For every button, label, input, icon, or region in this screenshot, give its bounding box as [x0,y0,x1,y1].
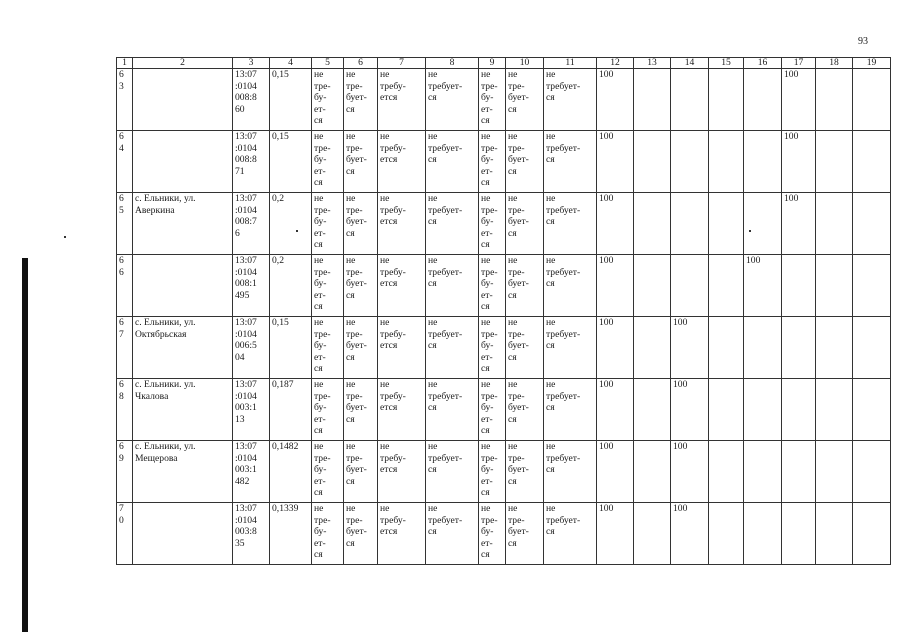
table-cell-col7 [378,317,426,379]
table-cell-col6 [344,441,378,503]
table-cell-col9 [479,69,506,131]
column-header: 4 [270,58,312,69]
table-cell-col3 [233,503,270,565]
table-cell-col5 [312,441,344,503]
table-cell-col6 [344,503,378,565]
cell-text: не тре- бу- ет- ся [314,379,331,437]
cell-text: не тре- бует- ся [346,379,367,425]
table-cell-col6 [344,255,378,317]
table-cell-col19 [853,441,891,503]
table-cell-col2 [133,379,233,441]
column-header: 9 [479,58,506,69]
cell-text: не тре- бу- ет- ся [314,69,331,127]
cell-text: не тре- бует- ся [508,255,529,301]
table-cell-col6 [344,317,378,379]
cell-text: не требует- ся [428,255,463,290]
cell-text: не требу- ется [380,379,406,414]
cell-text: не тре- бует- ся [508,193,529,239]
cell-text: не тре- бует- ся [346,317,367,363]
table-row [117,317,891,379]
table-cell-col19 [853,255,891,317]
table-cell-col17 [782,379,816,441]
table-cell-col12 [597,69,634,131]
table-cell-col7 [378,69,426,131]
cell-text: не требует- ся [428,193,463,228]
cell-text: 100 [599,441,614,452]
table-cell-col12 [597,131,634,193]
column-header: 3 [233,58,270,69]
table-row [117,503,891,565]
cell-text: не тре- бует- ся [508,379,529,425]
table-cell-col1 [117,131,133,193]
table-cell-col14 [671,503,709,565]
table-cell-col15 [709,131,744,193]
table-row [117,379,891,441]
table-cell-col6 [344,379,378,441]
table-cell-col18 [816,69,853,131]
cell-text: 6 8 [119,379,124,402]
table-cell-col14 [671,69,709,131]
table-cell-col10 [506,193,544,255]
table-cell-col16 [744,441,782,503]
cell-text: 100 [599,193,614,204]
cell-text: не тре- бу- ет- ся [481,255,498,313]
cell-text: 13:07 :0104 003:8 35 [235,503,257,549]
table-cell-col7 [378,193,426,255]
cell-text: не тре- бу- ет- ся [314,503,331,561]
cell-text: 13:07 :0104 003:1 13 [235,379,257,425]
cell-text: 100 [673,317,688,328]
table-cell-col3 [233,69,270,131]
table-cell-col17 [782,441,816,503]
table-cell-col10 [506,503,544,565]
cell-text: 0,2 [272,255,284,266]
cell-text: 100 [673,441,688,452]
table-cell-col4 [270,131,312,193]
table-cell-col2 [133,193,233,255]
cell-text: с. Ельники, ул. Октябрьская [135,317,196,340]
cell-text: не тре- бу- ет- ся [481,69,498,127]
cell-text: 100 [599,255,614,266]
table-cell-col14 [671,317,709,379]
table-cell-col15 [709,69,744,131]
cell-text: с. Ельники. ул. Чкалова [135,379,196,402]
table-cell-col13 [634,193,671,255]
table-cell-col1 [117,503,133,565]
cell-text: 100 [784,131,799,142]
cell-text: 100 [599,317,614,328]
table-cell-col13 [634,441,671,503]
table-cell-col11 [544,441,597,503]
table-cell-col4 [270,503,312,565]
table-cell-col5 [312,193,344,255]
table-cell-col3 [233,317,270,379]
table-cell-col17 [782,503,816,565]
table-cell-col14 [671,379,709,441]
cell-text: не тре- бует- ся [508,441,529,487]
table-cell-col1 [117,441,133,503]
table-cell-col19 [853,69,891,131]
column-header: 19 [853,58,891,69]
cell-text: не тре- бует- ся [346,255,367,301]
table-cell-col3 [233,441,270,503]
table-cell-col17 [782,131,816,193]
cell-text: 100 [599,503,614,514]
column-header: 15 [709,58,744,69]
cell-text: не тре- бует- ся [346,131,367,177]
cell-text: 100 [673,503,688,514]
column-header: 2 [133,58,233,69]
column-header: 16 [744,58,782,69]
cell-text: не требу- ется [380,503,406,538]
table-cell-col7 [378,131,426,193]
table-cell-col2 [133,503,233,565]
table-cell-col4 [270,379,312,441]
cell-text: не тре- бу- ет- ся [314,317,331,375]
table-cell-col8 [426,503,479,565]
column-header: 8 [426,58,479,69]
column-header: 18 [816,58,853,69]
cell-text: не тре- бует- ся [508,69,529,115]
table-cell-col8 [426,131,479,193]
cell-text: 6 7 [119,317,124,340]
table-cell-col13 [634,379,671,441]
table-cell-col19 [853,317,891,379]
table-cell-col4 [270,255,312,317]
cell-text: не требует- ся [546,379,581,414]
table-cell-col10 [506,131,544,193]
table-cell-col8 [426,255,479,317]
table-row [117,193,891,255]
table-cell-col16 [744,255,782,317]
table-cell-col7 [378,503,426,565]
table-cell-col5 [312,503,344,565]
table-cell-col7 [378,379,426,441]
table-cell-col19 [853,193,891,255]
table-cell-col16 [744,317,782,379]
table-cell-col10 [506,379,544,441]
table-cell-col18 [816,441,853,503]
table-cell-col11 [544,193,597,255]
cell-text: не требует- ся [546,441,581,476]
cell-text: не тре- бу- ет- ся [481,379,498,437]
table-cell-col4 [270,441,312,503]
column-header: 10 [506,58,544,69]
cell-text: 100 [599,379,614,390]
cell-text: не тре- бу- ет- ся [314,441,331,499]
cell-text: не требу- ется [380,317,406,352]
cell-text: не требу- ется [380,193,406,228]
cell-text: 13:07 :0104 008:1 495 [235,255,257,301]
cell-text: 0,1339 [272,503,299,514]
cell-text: не требу- ется [380,131,406,166]
table-cell-col15 [709,503,744,565]
cell-text: 6 9 [119,441,124,464]
table-cell-col1 [117,193,133,255]
table-cell-col15 [709,441,744,503]
table-cell-col4 [270,69,312,131]
cell-text: не тре- бует- ся [508,317,529,363]
cell-text: 100 [784,69,799,80]
cell-text: 13:07 :0104 008:8 60 [235,69,257,115]
table-cell-col4 [270,317,312,379]
cell-text: 13:07 :0104 008:7 6 [235,193,257,239]
column-header: 11 [544,58,597,69]
column-header: 17 [782,58,816,69]
cell-text: 0,15 [272,317,289,328]
cell-text: не требует- ся [428,69,463,104]
header-row [117,58,891,69]
cell-text: не требует- ся [546,255,581,290]
table-cell-col14 [671,193,709,255]
cell-text: 100 [784,193,799,204]
table-cell-col2 [133,131,233,193]
table-cell-col13 [634,255,671,317]
table-cell-col11 [544,503,597,565]
cell-text: с. Ельники, ул. Аверкина [135,193,196,216]
cell-text: не требует- ся [546,131,581,166]
table-row [117,441,891,503]
table-cell-col9 [479,441,506,503]
table-cell-col11 [544,255,597,317]
table-cell-col6 [344,69,378,131]
column-header: 5 [312,58,344,69]
table-cell-col12 [597,503,634,565]
table-cell-col13 [634,503,671,565]
cell-text: не требует- ся [546,503,581,538]
table-cell-col16 [744,69,782,131]
cell-text: не тре- бует- ся [346,193,367,239]
scan-edge-mark [22,258,28,632]
table-cell-col1 [117,317,133,379]
cell-text: 100 [746,255,761,266]
table-cell-col2 [133,255,233,317]
table-cell-col3 [233,255,270,317]
table-cell-col11 [544,317,597,379]
cell-text: 13:07 :0104 008:8 71 [235,131,257,177]
table-cell-col9 [479,503,506,565]
table-cell-col2 [133,317,233,379]
table-cell-col8 [426,69,479,131]
cell-text: 0,1482 [272,441,299,452]
table-cell-col9 [479,255,506,317]
table-cell-col9 [479,193,506,255]
cell-text: не требует- ся [428,131,463,166]
cell-text: 13:07 :0104 006:5 04 [235,317,257,363]
scan-speck [64,236,66,238]
cell-text: не тре- бу- ет- ся [481,317,498,375]
cell-text: 100 [599,69,614,80]
table-cell-col18 [816,503,853,565]
table-cell-col14 [671,131,709,193]
table-cell-col15 [709,379,744,441]
table-cell-col15 [709,255,744,317]
table-cell-col2 [133,69,233,131]
table-cell-col13 [634,317,671,379]
table-cell-col10 [506,255,544,317]
column-header: 13 [634,58,671,69]
table-cell-col11 [544,131,597,193]
table-cell-col10 [506,441,544,503]
data-table [116,57,891,565]
column-header: 7 [378,58,426,69]
table-cell-col17 [782,193,816,255]
table-cell-col8 [426,441,479,503]
cell-text: не тре- бу- ет- ся [481,131,498,189]
cell-text: не требу- ется [380,441,406,476]
table-cell-col1 [117,255,133,317]
cell-text: 0,2 [272,193,284,204]
cell-text: не тре- бу- ет- ся [314,131,331,189]
cell-text: не тре- бу- ет- ся [481,503,498,561]
table-cell-col9 [479,131,506,193]
table-cell-col12 [597,317,634,379]
cell-text: 13:07 :0104 003:1 482 [235,441,257,487]
cell-text: 6 5 [119,193,124,216]
table-cell-col5 [312,69,344,131]
table-cell-col3 [233,131,270,193]
cell-text: не требует- ся [546,69,581,104]
cell-text: 0,15 [272,131,289,142]
table-cell-col19 [853,379,891,441]
table-cell-col16 [744,503,782,565]
table-cell-col4 [270,193,312,255]
table-cell-col17 [782,317,816,379]
cell-text: с. Ельники, ул. Мещерова [135,441,196,464]
table-cell-col12 [597,379,634,441]
table-row [117,255,891,317]
page-number: 93 [858,36,868,47]
cell-text: не тре- бует- ся [508,131,529,177]
cell-text: не тре- бует- ся [346,441,367,487]
cell-text: не требует- ся [428,317,463,352]
table-cell-col2 [133,441,233,503]
table-cell-col12 [597,193,634,255]
table-cell-col14 [671,255,709,317]
cell-text: 6 4 [119,131,124,154]
table-cell-col18 [816,379,853,441]
table-cell-col8 [426,317,479,379]
cell-text: 6 3 [119,69,124,92]
table-cell-col17 [782,69,816,131]
column-header: 14 [671,58,709,69]
table-cell-col7 [378,441,426,503]
cell-text: не требует- ся [546,193,581,228]
table-cell-col17 [782,255,816,317]
table-cell-col12 [597,441,634,503]
table-cell-col6 [344,193,378,255]
cell-text: не тре- бует- ся [346,69,367,115]
table-cell-col7 [378,255,426,317]
cell-text: 0,187 [272,379,294,390]
cell-text: не тре- бу- ет- ся [314,255,331,313]
column-header: 6 [344,58,378,69]
cell-text: не тре- бу- ет- ся [481,441,498,499]
table-cell-col1 [117,69,133,131]
table-cell-col16 [744,193,782,255]
table-cell-col16 [744,379,782,441]
cell-text: не требу- ется [380,69,406,104]
column-header: 12 [597,58,634,69]
cell-text: 100 [599,131,614,142]
table-row [117,131,891,193]
table-row [117,69,891,131]
table-cell-col10 [506,317,544,379]
cell-text: 7 0 [119,503,124,526]
cell-text: не требу- ется [380,255,406,290]
cell-text: не тре- бу- ет- ся [314,193,331,251]
cell-text: не тре- бует- ся [508,503,529,549]
cell-text: 6 6 [119,255,124,278]
table-cell-col6 [344,131,378,193]
table-cell-col5 [312,255,344,317]
table-cell-col5 [312,131,344,193]
table-cell-col5 [312,317,344,379]
cell-text: не требует- ся [428,503,463,538]
table-cell-col13 [634,131,671,193]
table-cell-col5 [312,379,344,441]
table-cell-col8 [426,193,479,255]
cell-text: 100 [673,379,688,390]
table-cell-col1 [117,379,133,441]
table-cell-col18 [816,255,853,317]
column-header: 1 [117,58,133,69]
table-cell-col15 [709,317,744,379]
table-cell-col19 [853,503,891,565]
cell-text: не требует- ся [428,441,463,476]
table-cell-col3 [233,379,270,441]
table-cell-col14 [671,441,709,503]
cell-text: не требует- ся [428,379,463,414]
table-cell-col3 [233,193,270,255]
table-cell-col18 [816,317,853,379]
table-cell-col12 [597,255,634,317]
table-cell-col9 [479,317,506,379]
cell-text: не тре- бует- ся [346,503,367,549]
table-cell-col13 [634,69,671,131]
table-cell-col10 [506,69,544,131]
cell-text: 0,15 [272,69,289,80]
cell-text: не требует- ся [546,317,581,352]
table-cell-col15 [709,193,744,255]
table-cell-col11 [544,69,597,131]
table-cell-col19 [853,131,891,193]
table-cell-col8 [426,379,479,441]
table-cell-col18 [816,131,853,193]
table-cell-col18 [816,193,853,255]
cell-text: не тре- бу- ет- ся [481,193,498,251]
table-cell-col11 [544,379,597,441]
table-cell-col9 [479,379,506,441]
table-cell-col16 [744,131,782,193]
